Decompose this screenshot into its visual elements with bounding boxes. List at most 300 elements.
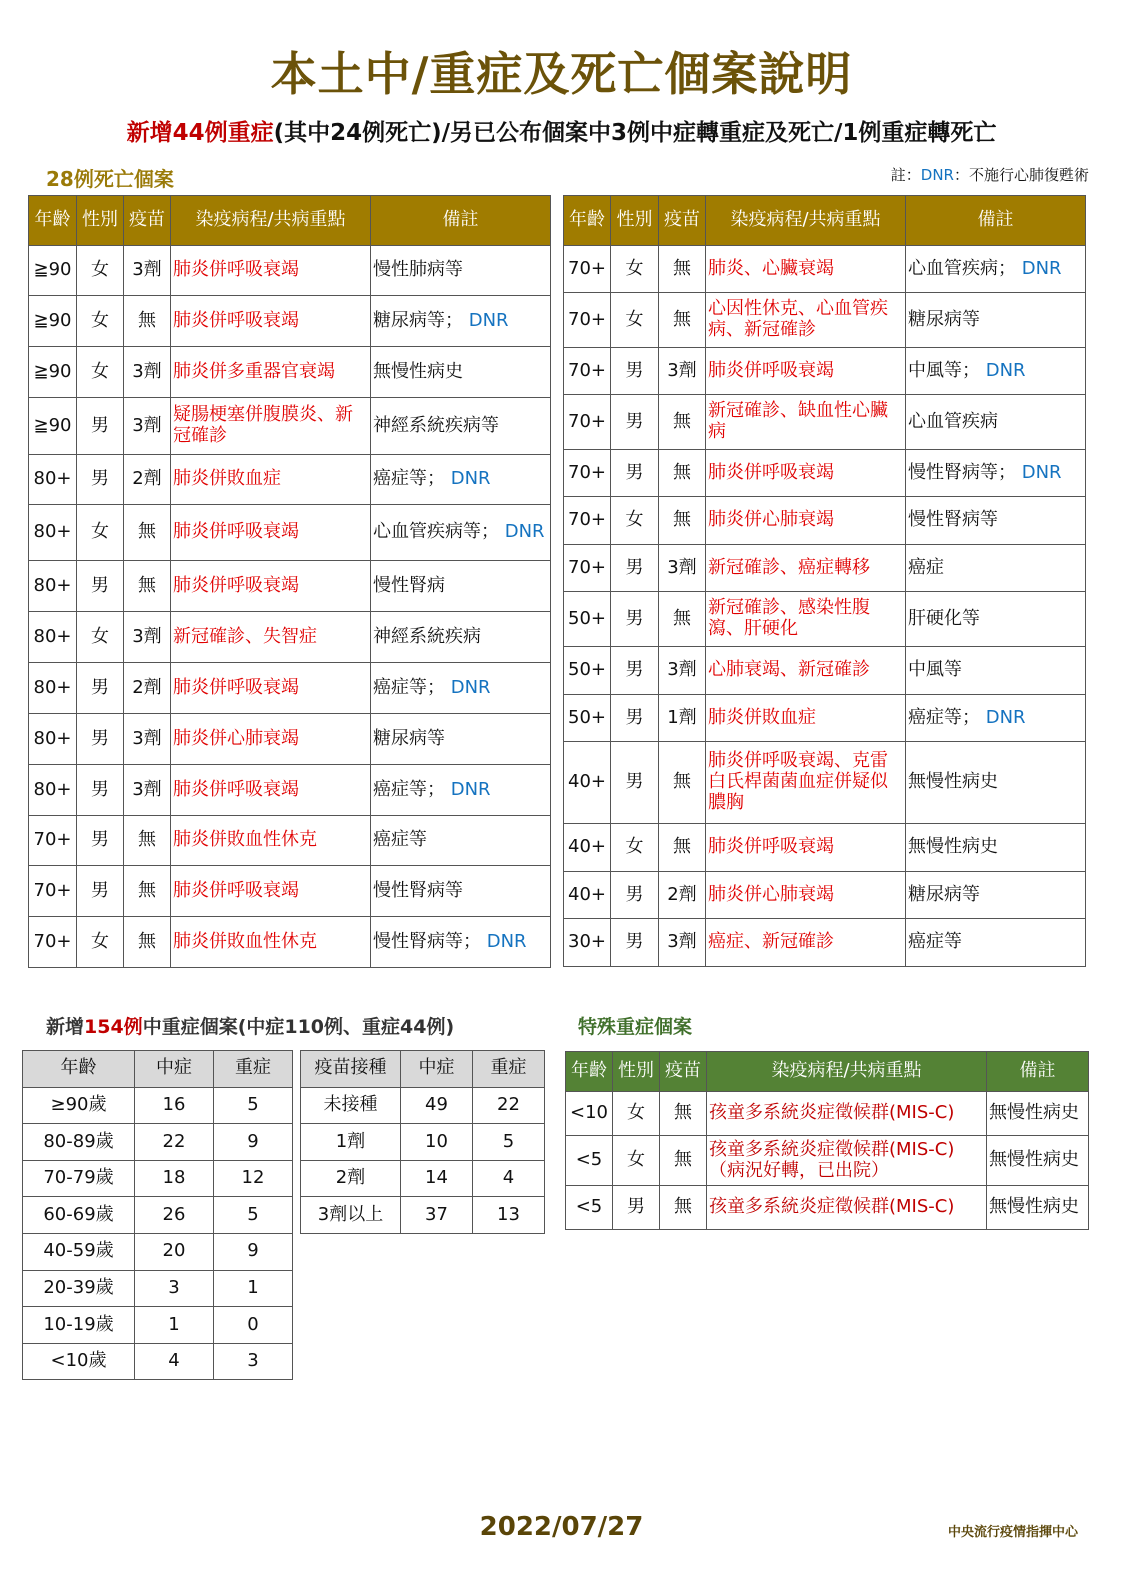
note-cell xyxy=(906,348,1086,395)
course-cell: 新冠確診、失智症 xyxy=(171,612,371,663)
moderate-cell: 22 xyxy=(135,1124,214,1161)
note-text: 癌症等 xyxy=(373,829,427,851)
note-cell xyxy=(371,296,551,347)
table-row xyxy=(29,714,551,765)
sex-cell: 女 xyxy=(611,497,659,545)
note-cell xyxy=(906,545,1086,592)
dnr-tag: DNR xyxy=(450,676,491,698)
note-text: 無慢性病史 xyxy=(908,836,998,858)
course-text: 孩童多系統炎症徵候群(MIS-C) xyxy=(709,1196,955,1218)
note-text: 癌症 xyxy=(908,556,944,578)
note-cell xyxy=(906,497,1086,545)
course-cell xyxy=(707,1092,987,1136)
table-row xyxy=(23,1343,293,1380)
col-sex: 性別 xyxy=(613,1052,660,1092)
note-text: 癌症等； xyxy=(373,676,445,698)
age-cell: 80+ xyxy=(29,714,77,765)
table-row xyxy=(29,246,551,296)
dnr-tag: DNR xyxy=(1021,257,1062,279)
table-row xyxy=(564,450,1086,497)
col-sex: 性別 xyxy=(77,196,124,246)
age-cell: 80+ xyxy=(29,612,77,663)
sex-cell: 女 xyxy=(77,246,124,296)
note-text: 癌症等； xyxy=(373,468,445,490)
stats-section-title xyxy=(46,1012,454,1039)
age-cell: 50+ xyxy=(564,647,611,695)
col-course: 染疫病程/共病重點 xyxy=(707,1052,987,1092)
stats-title-count: 154例 xyxy=(84,1016,143,1038)
special-cases-body xyxy=(566,1092,1089,1230)
table-row xyxy=(564,545,1086,592)
label-cell: 未接種 xyxy=(301,1087,401,1124)
vaccine-cell: 3劑 xyxy=(659,919,706,967)
note-cell xyxy=(906,592,1086,647)
vaccine-cell: 無 xyxy=(659,293,706,348)
sex-cell: 男 xyxy=(613,1186,660,1230)
stats-title-rest: 中重症個案(中症110例、重症44例) xyxy=(142,1016,455,1038)
vaccine-cell: 3劑 xyxy=(124,714,171,765)
note-text: 糖尿病等 xyxy=(908,308,980,330)
course-cell: 肺炎併多重器官衰竭 xyxy=(171,347,371,398)
col-moderate: 中症 xyxy=(401,1051,473,1088)
note-text: 中風等 xyxy=(908,659,962,681)
sex-cell: 男 xyxy=(77,866,124,917)
age-cell: 50+ xyxy=(564,695,611,742)
table-row xyxy=(564,246,1086,293)
note-text: 慢性肺病等 xyxy=(373,259,463,281)
vaccine-cell: 3劑 xyxy=(124,347,171,398)
table-row xyxy=(29,296,551,347)
age-cell: 70+ xyxy=(564,450,611,497)
col-vaccine: 疫苗接種 xyxy=(301,1051,401,1088)
table-row xyxy=(29,612,551,663)
course-cell: 肺炎併呼吸衰竭、克雷白氏桿菌菌血症併疑似膿胸 xyxy=(706,742,906,824)
note-text: 慢性腎病等； xyxy=(908,461,1016,483)
special-cases-table xyxy=(565,1051,1089,1230)
table-header-row xyxy=(301,1051,545,1088)
age-cell: ≧90 xyxy=(29,347,77,398)
deaths-section-title: 28例死亡個案 xyxy=(46,167,174,191)
note-text: 肝硬化等 xyxy=(908,607,980,629)
label-cell: 40-59歲 xyxy=(23,1233,135,1270)
note-text: 無慢性病史 xyxy=(908,771,998,793)
dnr-tag: DNR xyxy=(985,706,1026,728)
note-cell xyxy=(371,246,551,296)
age-cell: <5 xyxy=(566,1186,613,1230)
col-severe: 重症 xyxy=(214,1051,293,1088)
dnr-tag: DNR xyxy=(450,468,491,490)
note-cell xyxy=(371,917,551,968)
note-cell xyxy=(906,293,1086,348)
age-cell: 70+ xyxy=(564,395,611,450)
table-row xyxy=(29,398,551,455)
age-cell: <5 xyxy=(566,1136,613,1186)
note-text: 神經系統疾病等 xyxy=(373,414,499,436)
col-vaccine: 疫苗 xyxy=(124,196,171,246)
vaccine-cell: 無 xyxy=(659,450,706,497)
severe-cell: 5 xyxy=(473,1124,545,1161)
note-cell xyxy=(906,450,1086,497)
course-cell: 肺炎併心肺衰竭 xyxy=(706,497,906,545)
col-note: 備註 xyxy=(371,196,551,246)
course-text: 孩童多系統炎症徵候群(MIS-C) xyxy=(709,1102,955,1124)
moderate-cell: 26 xyxy=(135,1197,214,1234)
note-cell xyxy=(371,765,551,816)
dnr-note xyxy=(891,164,1089,185)
vaccine-cell: 無 xyxy=(659,592,706,647)
sex-cell: 男 xyxy=(611,450,659,497)
vaccine-stats-table xyxy=(300,1050,545,1234)
vaccine-cell: 2劑 xyxy=(124,455,171,505)
sex-cell: 男 xyxy=(77,663,124,714)
col-vaccine: 疫苗 xyxy=(660,1052,707,1092)
col-age: 年齡 xyxy=(23,1051,135,1088)
sex-cell: 男 xyxy=(611,545,659,592)
vaccine-cell: 無 xyxy=(124,816,171,866)
sex-cell: 女 xyxy=(77,347,124,398)
vaccine-cell: 無 xyxy=(124,296,171,347)
label-cell: 60-69歲 xyxy=(23,1197,135,1234)
note-cell xyxy=(371,866,551,917)
age-cell: 70+ xyxy=(564,348,611,395)
sex-cell: 男 xyxy=(77,816,124,866)
severe-cell: 12 xyxy=(214,1160,293,1197)
note-cell xyxy=(906,395,1086,450)
vaccine-cell: 3劑 xyxy=(124,246,171,296)
note-text: 心血管疾病等； xyxy=(373,521,499,543)
vaccine-cell: 無 xyxy=(124,866,171,917)
vaccine-cell: 3劑 xyxy=(659,545,706,592)
course-cell: 新冠確診、缺血性心臟病 xyxy=(706,395,906,450)
vaccine-cell: 3劑 xyxy=(659,647,706,695)
sex-cell: 男 xyxy=(611,395,659,450)
table-row xyxy=(29,816,551,866)
note-cell xyxy=(906,872,1086,919)
table-row xyxy=(564,824,1086,872)
table-row xyxy=(566,1186,1089,1230)
course-cell: 癌症、新冠確診 xyxy=(706,919,906,967)
note-text: 糖尿病等 xyxy=(908,883,980,905)
course-cell: 肺炎併呼吸衰竭 xyxy=(171,561,371,612)
sex-cell: 男 xyxy=(611,695,659,742)
sex-cell: 男 xyxy=(611,919,659,967)
course-cell xyxy=(707,1136,987,1186)
page-title: 本土中/重症及死亡個案說明 xyxy=(270,47,853,101)
table-row xyxy=(23,1087,293,1124)
deaths-table-left xyxy=(28,195,551,968)
note-cell xyxy=(906,246,1086,293)
col-age: 年齡 xyxy=(564,196,611,246)
age-cell: ≧90 xyxy=(29,398,77,455)
col-note: 備註 xyxy=(987,1052,1089,1092)
course-cell: 肺炎併呼吸衰竭 xyxy=(706,450,906,497)
table-row xyxy=(29,866,551,917)
table-row xyxy=(301,1124,545,1161)
table-row xyxy=(564,919,1086,967)
table-row xyxy=(23,1233,293,1270)
sex-cell: 女 xyxy=(613,1092,660,1136)
table-row xyxy=(566,1092,1089,1136)
table-header-row xyxy=(29,196,551,246)
table-row xyxy=(566,1136,1089,1186)
vaccine-cell: 無 xyxy=(659,395,706,450)
deaths-right-body xyxy=(564,246,1086,967)
note-text: 神經系統疾病 xyxy=(373,625,481,647)
note-cell xyxy=(906,919,1086,967)
table-row xyxy=(23,1307,293,1344)
deaths-left-body xyxy=(29,246,551,968)
note-cell xyxy=(906,824,1086,872)
col-age: 年齡 xyxy=(29,196,77,246)
severe-cell: 3 xyxy=(214,1343,293,1380)
moderate-cell: 10 xyxy=(401,1124,473,1161)
age-cell: 70+ xyxy=(564,545,611,592)
age-cell: <10 xyxy=(566,1092,613,1136)
course-cell: 肺炎併敗血性休克 xyxy=(171,917,371,968)
vaccine-cell: 無 xyxy=(659,497,706,545)
vaccine-cell: 3劑 xyxy=(124,398,171,455)
age-cell: 80+ xyxy=(29,663,77,714)
table-row xyxy=(564,395,1086,450)
age-cell: 30+ xyxy=(564,919,611,967)
dnr-tag: DNR xyxy=(486,930,527,952)
age-cell: 70+ xyxy=(564,293,611,348)
table-row xyxy=(564,293,1086,348)
sex-cell: 男 xyxy=(77,455,124,505)
severe-cell: 5 xyxy=(214,1087,293,1124)
course-cell: 肺炎併呼吸衰竭 xyxy=(171,296,371,347)
sex-cell: 男 xyxy=(611,348,659,395)
vaccine-cell: 無 xyxy=(124,505,171,561)
col-course: 染疫病程/共病重點 xyxy=(706,196,906,246)
course-cell: 心肺衰竭、新冠確診 xyxy=(706,647,906,695)
vaccine-cell: 3劑 xyxy=(659,348,706,395)
vaccine-cell: 1劑 xyxy=(659,695,706,742)
note-cell: 無慢性病史 xyxy=(987,1092,1089,1136)
vaccine-cell: 無 xyxy=(124,917,171,968)
table-row xyxy=(564,348,1086,395)
dnr-tag: DNR xyxy=(504,521,545,543)
dnr-tag: DNR xyxy=(450,778,491,800)
label-cell: 3劑以上 xyxy=(301,1197,401,1234)
table-row xyxy=(564,695,1086,742)
severe-cell: 9 xyxy=(214,1233,293,1270)
sex-cell: 男 xyxy=(611,592,659,647)
age-cell: 70+ xyxy=(29,917,77,968)
label-cell: 10-19歲 xyxy=(23,1307,135,1344)
moderate-cell: 37 xyxy=(401,1197,473,1234)
col-vaccine: 疫苗 xyxy=(659,196,706,246)
age-cell: 80+ xyxy=(29,505,77,561)
course-cell: 肺炎併心肺衰竭 xyxy=(171,714,371,765)
course-cell: 肺炎併呼吸衰竭 xyxy=(171,663,371,714)
vaccine-cell: 無 xyxy=(659,824,706,872)
age-cell: 70+ xyxy=(564,497,611,545)
age-cell: 70+ xyxy=(29,816,77,866)
dnr-tag: DNR xyxy=(1021,461,1062,483)
sex-cell: 女 xyxy=(77,917,124,968)
sex-cell: 女 xyxy=(611,293,659,348)
vaccine-cell: 3劑 xyxy=(124,612,171,663)
label-cell: 1劑 xyxy=(301,1124,401,1161)
age-cell: ≧90 xyxy=(29,296,77,347)
table-row xyxy=(23,1270,293,1307)
table-row xyxy=(564,742,1086,824)
age-cell: ≧90 xyxy=(29,246,77,296)
sex-cell: 女 xyxy=(77,505,124,561)
deaths-table-right xyxy=(563,195,1086,967)
course-cell: 肺炎併敗血症 xyxy=(706,695,906,742)
moderate-cell: 14 xyxy=(401,1160,473,1197)
vaccine-cell: 2劑 xyxy=(124,663,171,714)
table-row xyxy=(564,872,1086,919)
table-header-row xyxy=(23,1051,293,1088)
course-cell: 肺炎併呼吸衰竭 xyxy=(171,765,371,816)
note-cell xyxy=(371,816,551,866)
course-cell: 肺炎併呼吸衰竭 xyxy=(171,866,371,917)
dnr-tag: DNR xyxy=(468,309,509,331)
table-row xyxy=(301,1197,545,1234)
table-row xyxy=(29,917,551,968)
course-cell: 肺炎併呼吸衰竭 xyxy=(706,348,906,395)
sex-cell: 男 xyxy=(77,398,124,455)
col-severe: 重症 xyxy=(473,1051,545,1088)
vaccine-stats-body xyxy=(301,1087,545,1233)
note-cell xyxy=(906,742,1086,824)
note-text: 中風等； xyxy=(908,359,980,381)
table-row xyxy=(564,592,1086,647)
age-cell: 40+ xyxy=(564,872,611,919)
note-text: 慢性腎病等； xyxy=(373,930,481,952)
subtitle-highlight: 新增44例重症 xyxy=(126,120,274,146)
col-note: 備註 xyxy=(906,196,1086,246)
col-course: 染疫病程/共病重點 xyxy=(171,196,371,246)
vaccine-cell: 無 xyxy=(659,742,706,824)
col-age: 年齡 xyxy=(566,1052,613,1092)
severe-cell: 9 xyxy=(214,1124,293,1161)
note-text: 糖尿病等 xyxy=(373,727,445,749)
note-cell xyxy=(371,714,551,765)
table-row xyxy=(29,505,551,561)
course-cell: 肺炎併呼吸衰竭 xyxy=(171,505,371,561)
note-text: 慢性腎病 xyxy=(373,574,445,596)
note-text: 癌症等； xyxy=(908,706,980,728)
course-status: （病況好轉，已出院） xyxy=(709,1159,889,1181)
label-cell: 2劑 xyxy=(301,1160,401,1197)
moderate-cell: 4 xyxy=(135,1343,214,1380)
severe-cell: 13 xyxy=(473,1197,545,1234)
table-header-row xyxy=(566,1052,1089,1092)
note-cell xyxy=(371,398,551,455)
note-text: 心血管疾病 xyxy=(908,410,998,432)
course-cell: 新冠確診、癌症轉移 xyxy=(706,545,906,592)
label-cell: 80-89歲 xyxy=(23,1124,135,1161)
note-text: 心血管疾病； xyxy=(908,257,1016,279)
age-stats-table xyxy=(22,1050,293,1380)
sex-cell: 男 xyxy=(77,765,124,816)
note-text: 無慢性病史 xyxy=(373,360,463,382)
note-dnr: DNR xyxy=(920,166,954,184)
special-section-title: 特殊重症個案 xyxy=(578,1016,693,1038)
moderate-cell: 49 xyxy=(401,1087,473,1124)
label-cell: ≥90歲 xyxy=(23,1087,135,1124)
age-cell: 80+ xyxy=(29,455,77,505)
table-row xyxy=(301,1087,545,1124)
age-cell: 80+ xyxy=(29,765,77,816)
vaccine-cell: 無 xyxy=(660,1092,707,1136)
note-cell xyxy=(371,612,551,663)
table-row xyxy=(29,765,551,816)
course-cell: 肺炎併呼吸衰竭 xyxy=(706,824,906,872)
label-cell: 20-39歲 xyxy=(23,1270,135,1307)
course-cell: 心因性休克、心血管疾病、新冠確診 xyxy=(706,293,906,348)
sex-cell: 女 xyxy=(611,824,659,872)
course-cell: 疑腸梗塞併腹膜炎、新冠確診 xyxy=(171,398,371,455)
note-cell xyxy=(371,663,551,714)
vaccine-cell: 無 xyxy=(659,246,706,293)
age-cell: 40+ xyxy=(564,824,611,872)
severe-cell: 0 xyxy=(214,1307,293,1344)
stats-title-prefix: 新增 xyxy=(46,1016,85,1038)
note-suffix: ：不施行心肺復甦術 xyxy=(953,166,1089,184)
subtitle-text: (其中24例死亡)/另已公布個案中3例中症轉重症及死亡/1例重症轉死亡 xyxy=(273,120,997,146)
dnr-tag: DNR xyxy=(985,359,1026,381)
age-cell: 40+ xyxy=(564,742,611,824)
table-row xyxy=(23,1197,293,1234)
table-row xyxy=(564,497,1086,545)
moderate-cell: 16 xyxy=(135,1087,214,1124)
vaccine-cell: 3劑 xyxy=(124,765,171,816)
sex-cell: 男 xyxy=(611,647,659,695)
course-cell xyxy=(707,1186,987,1230)
vaccine-cell: 無 xyxy=(660,1136,707,1186)
note-cell xyxy=(371,455,551,505)
organization-name: 中央流行疫情指揮中心 xyxy=(947,1525,1078,1540)
table-row xyxy=(29,347,551,398)
note-cell xyxy=(371,505,551,561)
report-date: 2022/07/27 xyxy=(479,1512,644,1542)
page-subtitle xyxy=(0,114,1123,147)
sex-cell: 女 xyxy=(611,246,659,293)
sex-cell: 男 xyxy=(611,742,659,824)
age-cell: 80+ xyxy=(29,561,77,612)
age-cell: 50+ xyxy=(564,592,611,647)
table-row xyxy=(29,561,551,612)
note-cell xyxy=(371,561,551,612)
sex-cell: 女 xyxy=(77,612,124,663)
label-cell: <10歲 xyxy=(23,1343,135,1380)
sex-cell: 男 xyxy=(611,872,659,919)
vaccine-cell: 無 xyxy=(660,1186,707,1230)
age-cell: 70+ xyxy=(29,866,77,917)
course-cell: 肺炎併敗血症 xyxy=(171,455,371,505)
note-text: 慢性腎病等 xyxy=(908,509,998,531)
sex-cell: 女 xyxy=(613,1136,660,1186)
note-cell: 無慢性病史 xyxy=(987,1136,1089,1186)
course-cell: 肺炎、心臟衰竭 xyxy=(706,246,906,293)
course-text: 孩童多系統炎症徵候群(MIS-C) xyxy=(709,1138,955,1160)
col-sex: 性別 xyxy=(611,196,659,246)
note-cell: 無慢性病史 xyxy=(987,1186,1089,1230)
table-row xyxy=(301,1160,545,1197)
severe-cell: 1 xyxy=(214,1270,293,1307)
moderate-cell: 18 xyxy=(135,1160,214,1197)
moderate-cell: 3 xyxy=(135,1270,214,1307)
table-row xyxy=(29,455,551,505)
note-cell xyxy=(906,695,1086,742)
course-cell: 肺炎併敗血性休克 xyxy=(171,816,371,866)
sex-cell: 男 xyxy=(77,714,124,765)
